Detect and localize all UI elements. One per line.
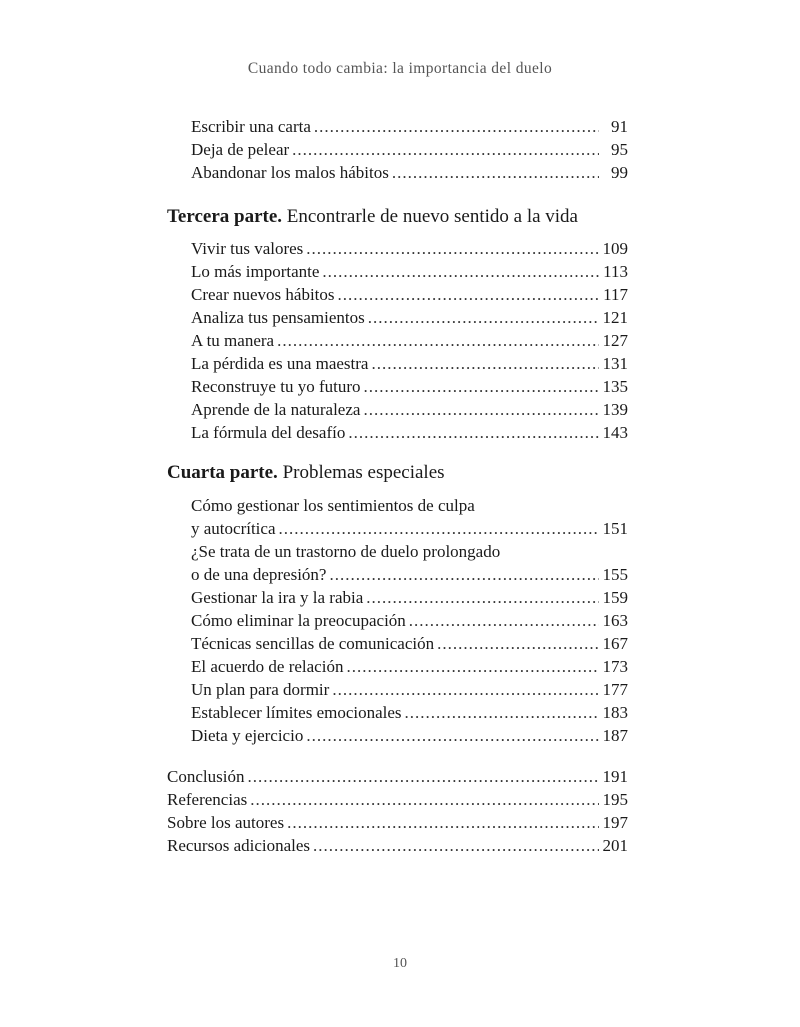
toc-entry-page: 117 xyxy=(603,285,628,304)
toc-entry xyxy=(191,353,628,375)
toc-entry-label: Conclusión xyxy=(167,767,245,786)
toc-entry xyxy=(191,307,628,329)
toc-entry-page: 187 xyxy=(602,726,628,745)
toc-entry-label: Referencias xyxy=(167,790,248,809)
toc-entry-label: El acuerdo de relación xyxy=(191,657,344,676)
part-heading-tercera xyxy=(167,205,578,229)
page-number: 10 xyxy=(393,956,407,971)
toc-entry-label: Técnicas sencillas de comunicación xyxy=(191,634,435,653)
toc-entry xyxy=(191,422,628,444)
toc-entry-label-line2: o de una depresión? xyxy=(191,565,327,584)
dot-leader xyxy=(292,139,599,161)
toc-entry xyxy=(191,518,628,540)
toc-entry-page: 109 xyxy=(602,239,628,258)
toc-entry-page: 121 xyxy=(602,308,628,327)
toc-entry-label: Escribir una carta xyxy=(191,117,311,136)
toc-entry-label: Sobre los autores xyxy=(167,813,285,832)
toc-entry-page: 91 xyxy=(611,117,628,136)
toc-entry xyxy=(191,633,628,655)
toc-entry-page: 143 xyxy=(602,423,628,442)
toc-entry-label: Analiza tus pensamientos xyxy=(191,308,365,327)
dot-leader xyxy=(392,162,599,184)
toc-entry xyxy=(191,330,628,352)
dot-leader xyxy=(279,518,600,540)
dot-leader xyxy=(332,679,599,701)
dot-leader xyxy=(247,766,599,788)
part-heading-title: Problemas especiales xyxy=(277,462,445,483)
toc-entry-page: 195 xyxy=(602,790,628,809)
toc-entry-page: 95 xyxy=(611,140,628,159)
running-head: Cuando todo cambia: la importancia del duelo xyxy=(247,60,553,77)
toc-entry-label: La pérdida es una maestra xyxy=(191,354,369,373)
dot-leader xyxy=(329,564,599,586)
toc-entry xyxy=(191,564,628,586)
toc-entry xyxy=(191,610,628,632)
dot-leader xyxy=(363,399,599,421)
toc-entry-page: 155 xyxy=(602,565,628,584)
toc-entry xyxy=(191,139,628,161)
toc-entry-label: Recursos adicionales xyxy=(167,836,311,855)
dot-leader xyxy=(287,812,599,834)
dot-leader xyxy=(409,610,599,632)
dot-leader xyxy=(437,633,599,655)
toc-entry-page: 139 xyxy=(602,400,628,419)
dot-leader xyxy=(306,238,599,260)
toc-entry-label: A tu manera xyxy=(191,331,275,350)
dot-leader xyxy=(277,330,599,352)
toc-entry-label-line2: y autocrítica xyxy=(191,519,276,538)
toc-entry-label: Un plan para dormir xyxy=(191,680,330,699)
toc-entry xyxy=(191,376,628,398)
part-heading-bold: Tercera parte. xyxy=(167,206,283,227)
toc-entry-label: Establecer límites emocionales xyxy=(191,703,402,722)
toc-entry-page: 173 xyxy=(602,657,628,676)
toc-entry-label: La fórmula del desafío xyxy=(191,423,346,442)
toc-entry xyxy=(191,238,628,260)
dot-leader xyxy=(348,422,599,444)
toc-entry-page: 127 xyxy=(602,331,628,350)
toc-entry-page: 191 xyxy=(602,767,628,786)
dot-leader xyxy=(313,835,599,857)
dot-leader xyxy=(322,261,599,283)
toc-entry xyxy=(191,656,628,678)
toc-entry xyxy=(191,679,628,701)
dot-leader xyxy=(306,725,599,747)
toc-entry xyxy=(191,399,628,421)
toc-entry xyxy=(167,766,628,788)
part-heading-title: Encontrarle de nuevo sentido a la vida xyxy=(282,206,578,227)
toc-entry-label: Cómo eliminar la preocupación xyxy=(191,611,406,630)
toc-entry-label: Aprende de la naturaleza xyxy=(191,400,361,419)
toc-entry-page: 151 xyxy=(602,519,628,538)
toc-entry-label-line1: ¿Se trata de un trastorno de duelo prolongado xyxy=(191,542,501,561)
toc-entry xyxy=(167,789,628,811)
toc-entry-page: 159 xyxy=(602,588,628,607)
toc-entry-label: Abandonar los malos hábitos xyxy=(191,163,389,182)
toc-entry xyxy=(191,725,628,747)
toc-entry xyxy=(167,835,628,857)
dot-leader xyxy=(368,307,599,329)
dot-leader xyxy=(366,587,599,609)
toc-entry xyxy=(191,702,628,724)
toc-entry-page: 201 xyxy=(602,836,628,855)
part-heading-cuarta xyxy=(167,461,445,485)
toc-entry xyxy=(167,812,628,834)
toc-entry-page: 99 xyxy=(611,163,628,182)
toc-entry-label-line1: Cómo gestionar los sentimientos de culpa xyxy=(191,496,475,515)
toc-entry xyxy=(191,116,628,138)
dot-leader xyxy=(371,353,599,375)
dot-leader xyxy=(250,789,599,811)
toc-entry-page: 113 xyxy=(603,262,628,281)
dot-leader xyxy=(405,702,599,724)
dot-leader xyxy=(314,116,599,138)
toc-entry-page: 135 xyxy=(602,377,628,396)
toc-entry-label: Dieta y ejercicio xyxy=(191,726,304,745)
toc-entry-label: Reconstruye tu yo futuro xyxy=(191,377,361,396)
toc-entry xyxy=(191,284,628,306)
toc-entry-label: Vivir tus valores xyxy=(191,239,304,258)
part-heading-bold: Cuarta parte. xyxy=(167,462,278,483)
toc-entry xyxy=(191,261,628,283)
toc-entry-page: 197 xyxy=(602,813,628,832)
toc-entry-label: Crear nuevos hábitos xyxy=(191,285,335,304)
toc-entry xyxy=(191,162,628,184)
dot-leader xyxy=(364,376,600,398)
toc-entry-page: 167 xyxy=(602,634,628,653)
dot-leader xyxy=(338,284,599,306)
toc-entry-page: 183 xyxy=(602,703,628,722)
toc-entry-page: 163 xyxy=(602,611,628,630)
toc-entry-page: 177 xyxy=(602,680,628,699)
toc-entry xyxy=(191,587,628,609)
toc-entry-label: Gestionar la ira y la rabia xyxy=(191,588,364,607)
toc-entry-page: 131 xyxy=(602,354,628,373)
toc-entry-label: Lo más importante xyxy=(191,262,320,281)
dot-leader xyxy=(346,656,599,678)
toc-entry-label: Deja de pelear xyxy=(191,140,290,159)
